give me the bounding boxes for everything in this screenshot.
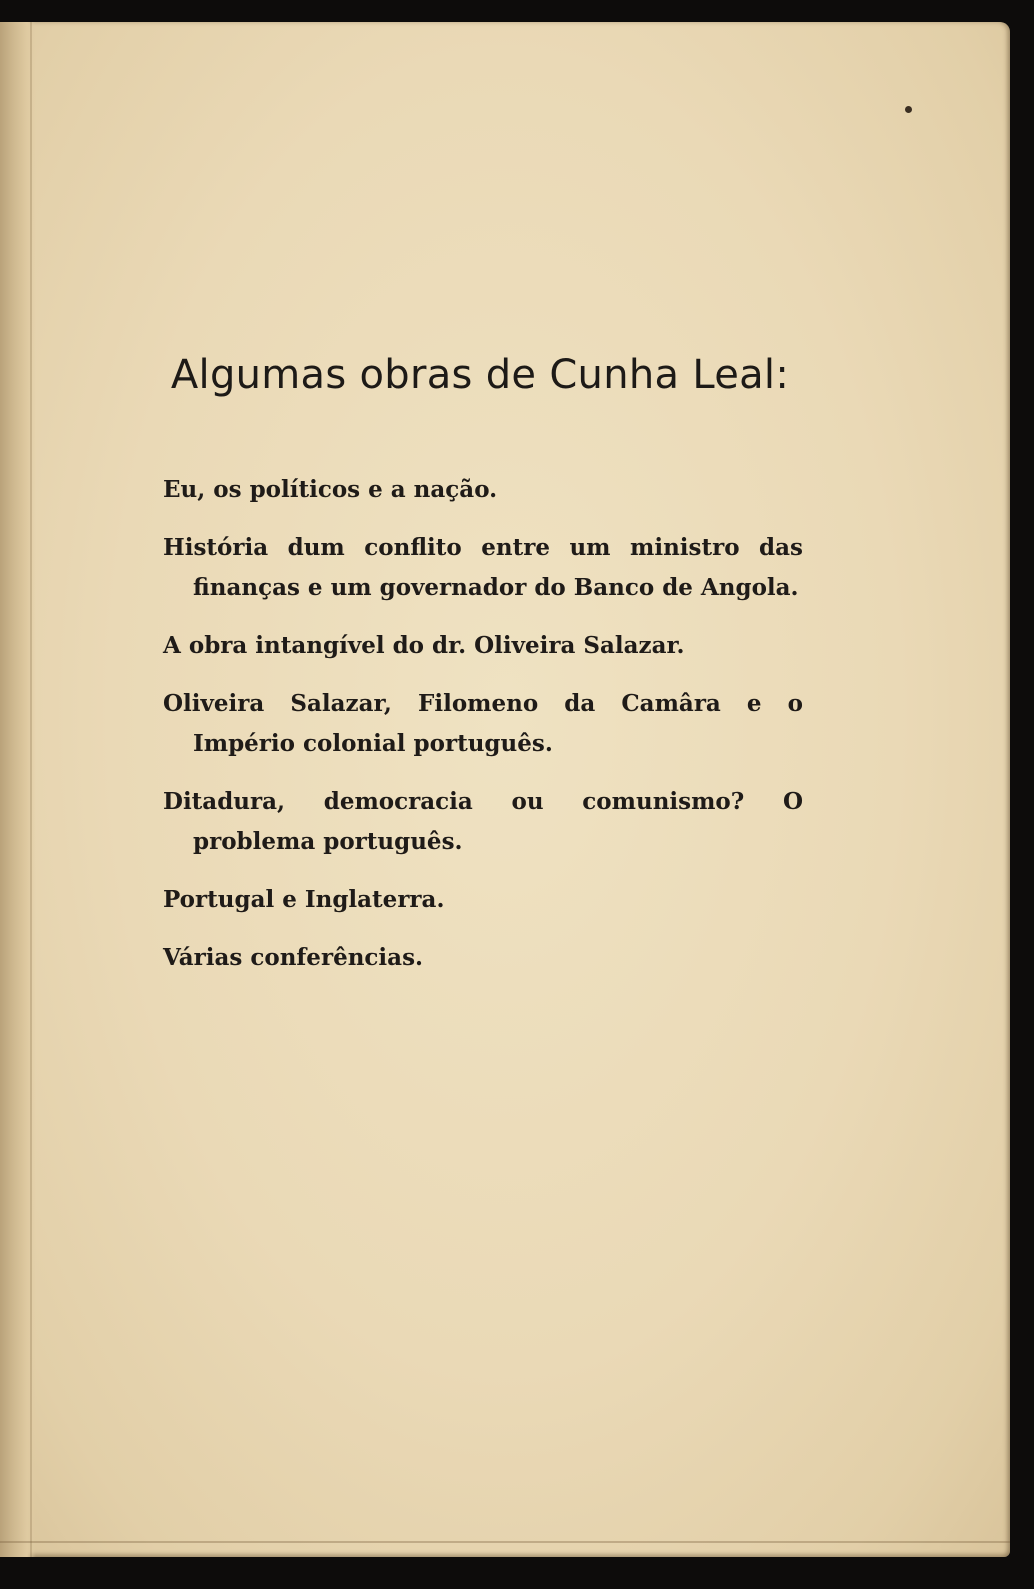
work-item: A obra intangível do dr. Oliveira Salazar. xyxy=(163,632,685,659)
work-item: Ditadura, democracia ou comunismo? O problema português. xyxy=(163,788,803,855)
work-item: Várias conferências. xyxy=(163,944,424,971)
works-list xyxy=(163,470,803,996)
page-title: Algumas obras de Cunha Leal: xyxy=(170,352,790,398)
paper-speck xyxy=(905,106,912,113)
gutter-fold-line xyxy=(30,22,32,1557)
work-item: Oliveira Salazar, Filomeno da Camâra e o Império colonial português. xyxy=(163,690,803,757)
work-item: História dum conflito entre um ministro das finanças e um governador do Banco de Angola. xyxy=(163,534,803,601)
work-item: Eu, os políticos e a nação. xyxy=(163,476,498,503)
book-page xyxy=(0,22,1010,1557)
work-item: Portugal e Inglaterra. xyxy=(163,886,445,913)
page-bottom-edge xyxy=(0,1541,1010,1543)
